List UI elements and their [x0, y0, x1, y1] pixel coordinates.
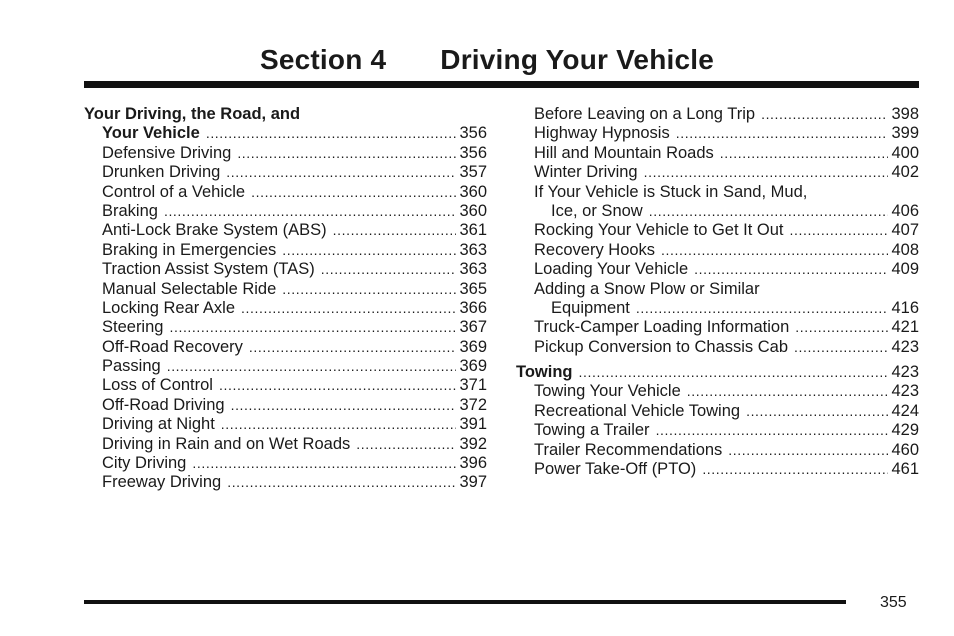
leader-dots: [676, 124, 889, 143]
toc-entry[interactable]: [84, 318, 487, 337]
toc-right-column: [516, 105, 919, 479]
toc-page-number: 365: [459, 279, 487, 298]
toc-entry-label: Anti-Lock Brake System (ABS): [102, 221, 327, 240]
toc-page-number: 400: [891, 143, 919, 162]
toc-page-number: 399: [891, 124, 919, 143]
leader-dots: [656, 421, 889, 440]
leader-dots: [746, 402, 888, 421]
toc-page-number: 357: [459, 163, 487, 182]
leader-dots: [356, 435, 456, 454]
page-title: [0, 42, 954, 78]
leader-dots: [219, 376, 456, 395]
toc-group-entry[interactable]: [516, 363, 919, 382]
toc-entry-list: [516, 105, 919, 183]
toc-entry[interactable]: [516, 202, 919, 221]
toc-entry-label: Drunken Driving: [102, 163, 221, 182]
toc-page-number: 371: [459, 376, 487, 395]
toc-page-number: 366: [459, 298, 487, 317]
toc-page-number: 397: [459, 473, 487, 492]
toc-page-number: 423: [891, 363, 919, 382]
toc-entry-label: Off-Road Driving: [102, 395, 225, 414]
toc-entry[interactable]: [516, 260, 919, 279]
toc-entry[interactable]: [516, 338, 919, 357]
leader-dots: [728, 441, 888, 460]
toc-entry[interactable]: [84, 376, 487, 395]
toc-page-number: 369: [459, 357, 487, 376]
toc-entry-label: Locking Rear Axle: [102, 298, 235, 317]
toc-page-number: 369: [459, 337, 487, 356]
toc-entry[interactable]: [516, 221, 919, 240]
toc-entry-label: Off-Road Recovery: [102, 337, 243, 356]
leader-dots: [794, 338, 888, 357]
leader-dots: [251, 183, 456, 202]
leader-dots: [661, 241, 888, 260]
toc-entry-label: Truck-Camper Loading Information: [534, 318, 790, 337]
toc-entry-label: Adding a Snow Plow or Similar: [534, 279, 760, 298]
leader-dots: [169, 318, 456, 337]
toc-page-number: 423: [891, 382, 919, 401]
toc-entry[interactable]: [516, 105, 919, 124]
toc-page-number: 408: [891, 240, 919, 259]
toc-entry-label: Your Vehicle: [102, 124, 200, 143]
toc-entry-label: Highway Hypnosis: [534, 124, 670, 143]
leader-dots: [321, 260, 457, 279]
leader-dots: [164, 202, 457, 221]
leader-dots: [249, 338, 457, 357]
toc-entry[interactable]: [516, 382, 919, 401]
toc-entry-label: City Driving: [102, 454, 187, 473]
toc-entry-label: Traction Assist System (TAS): [102, 260, 315, 279]
toc-entry-label: Rocking Your Vehicle to Get It Out: [534, 221, 784, 240]
leader-dots: [227, 473, 456, 492]
leader-dots: [789, 221, 888, 240]
leader-dots: [636, 299, 889, 318]
toc-entry[interactable]: [516, 241, 919, 260]
leader-dots: [644, 163, 889, 182]
toc-entry[interactable]: [84, 435, 487, 454]
toc-entry-label: Equipment: [551, 298, 630, 317]
toc-entry-label: Loss of Control: [102, 376, 213, 395]
toc-page-number: 429: [891, 421, 919, 440]
leader-dots: [694, 260, 888, 279]
toc-page-number: 361: [459, 221, 487, 240]
toc-entry[interactable]: [84, 260, 487, 279]
toc-page-number: 363: [459, 260, 487, 279]
toc-entry[interactable]: [516, 460, 919, 479]
leader-dots: [795, 318, 888, 337]
toc-entry[interactable]: [516, 124, 919, 143]
leader-dots: [221, 415, 457, 434]
toc-entry[interactable]: [84, 221, 487, 240]
toc-entry-list: [516, 221, 919, 279]
toc-page-number: 424: [891, 401, 919, 420]
toc-entry-label: Trailer Recommendations: [534, 440, 723, 459]
toc-entry-label: Towing a Trailer: [534, 421, 650, 440]
toc-entry-label: Driving in Rain and on Wet Roads: [102, 434, 351, 453]
toc-entry-label: Loading Your Vehicle: [534, 260, 689, 279]
toc-entry[interactable]: [84, 357, 487, 376]
toc-entry[interactable]: [516, 421, 919, 440]
leader-dots: [579, 363, 889, 382]
leader-dots: [206, 124, 457, 143]
toc-entry-label: Towing: [516, 363, 573, 382]
toc-page-number: 398: [891, 105, 919, 123]
toc-entry-label: Braking: [102, 201, 158, 220]
toc-entry[interactable]: [84, 338, 487, 357]
toc-entry-label: Before Leaving on a Long Trip: [534, 105, 756, 123]
toc-page-number: 363: [459, 240, 487, 259]
section-title: Driving Your Vehicle: [440, 44, 714, 75]
toc-page-number: 396: [459, 454, 487, 473]
toc-page-number: 360: [459, 201, 487, 220]
leader-dots: [333, 221, 457, 240]
toc-page-number: 406: [891, 201, 919, 220]
page-number: 355: [880, 594, 907, 611]
toc-page-number: 416: [891, 298, 919, 317]
leader-dots: [761, 105, 888, 124]
toc-entry[interactable]: [84, 183, 487, 202]
toc-entry-label: Braking in Emergencies: [102, 240, 277, 259]
toc-entry[interactable]: [84, 163, 487, 182]
leader-dots: [720, 144, 889, 163]
toc-page-number: 407: [891, 221, 919, 240]
toc-page-number: 392: [459, 434, 487, 453]
toc-page-number: 372: [459, 395, 487, 414]
leader-dots: [237, 144, 456, 163]
toc-entry[interactable]: [84, 473, 487, 492]
leader-dots: [702, 460, 888, 479]
toc-entry[interactable]: [516, 402, 919, 421]
toc-entry-label: Winter Driving: [534, 163, 638, 182]
toc-page-number: 423: [891, 337, 919, 356]
toc-entry-label: Freeway Driving: [102, 473, 222, 492]
toc-group-heading: Your Driving, the Road, and: [84, 105, 301, 123]
toc-entry-label: Ice, or Snow: [551, 201, 643, 220]
toc-page-number: 360: [459, 182, 487, 201]
toc-page-number: 391: [459, 415, 487, 434]
toc-entry[interactable]: [516, 441, 919, 460]
toc-page-number: 461: [891, 460, 919, 479]
toc-entry[interactable]: [84, 144, 487, 163]
toc-entry-list: [516, 382, 919, 479]
toc-entry[interactable]: [84, 241, 487, 260]
toc-entry[interactable]: [516, 299, 919, 318]
toc-entry-label: Recovery Hooks: [534, 240, 656, 259]
leader-dots: [282, 241, 456, 260]
header-rule: [84, 81, 919, 88]
toc-entry[interactable]: [84, 396, 487, 415]
leader-dots: [192, 454, 456, 473]
toc-entry-label: Defensive Driving: [102, 143, 232, 162]
leader-dots: [167, 357, 457, 376]
toc-entry-label: Hill and Mountain Roads: [534, 143, 714, 162]
toc-entry-list: [84, 144, 487, 493]
toc-page-number: 460: [891, 440, 919, 459]
toc-entry[interactable]: [84, 454, 487, 473]
footer-rule: [84, 600, 846, 604]
toc-entry[interactable]: [84, 299, 487, 318]
toc-page-number: 356: [459, 124, 487, 143]
leader-dots: [241, 299, 456, 318]
leader-dots: [687, 382, 889, 401]
toc-entry-label: Passing: [102, 357, 161, 376]
leader-dots: [649, 202, 889, 221]
toc-page-number: 367: [459, 318, 487, 337]
section-label: Section 4: [259, 44, 387, 75]
toc-page-number: 409: [891, 260, 919, 279]
toc-entry[interactable]: [516, 163, 919, 182]
toc-left-column: [84, 105, 487, 493]
toc-entry-label: Control of a Vehicle: [102, 182, 246, 201]
toc-entry[interactable]: [516, 144, 919, 163]
toc-entry[interactable]: [516, 318, 919, 337]
toc-page-number: 356: [459, 143, 487, 162]
toc-entry[interactable]: [84, 202, 487, 221]
toc-page-number: 421: [891, 318, 919, 337]
toc-entry-label: Pickup Conversion to Chassis Cab: [534, 337, 789, 356]
toc-entry-list: [516, 318, 919, 357]
leader-dots: [282, 280, 456, 299]
leader-dots: [231, 396, 457, 415]
toc-entry-label: Power Take-Off (PTO): [534, 460, 697, 479]
toc-entry-label: Driving at Night: [102, 415, 215, 434]
leader-dots: [226, 163, 456, 182]
toc-entry-label: Manual Selectable Ride: [102, 279, 277, 298]
toc-entry[interactable]: [84, 280, 487, 299]
toc-entry-label: Steering: [102, 318, 164, 337]
toc-entry-label: Towing Your Vehicle: [534, 382, 681, 401]
toc-entry[interactable]: [84, 124, 487, 143]
toc-entry[interactable]: [84, 415, 487, 434]
toc-entry-label: Recreational Vehicle Towing: [534, 401, 741, 420]
toc-page-number: 402: [891, 163, 919, 182]
toc-entry-label: If Your Vehicle is Stuck in Sand, Mud,: [534, 182, 808, 201]
